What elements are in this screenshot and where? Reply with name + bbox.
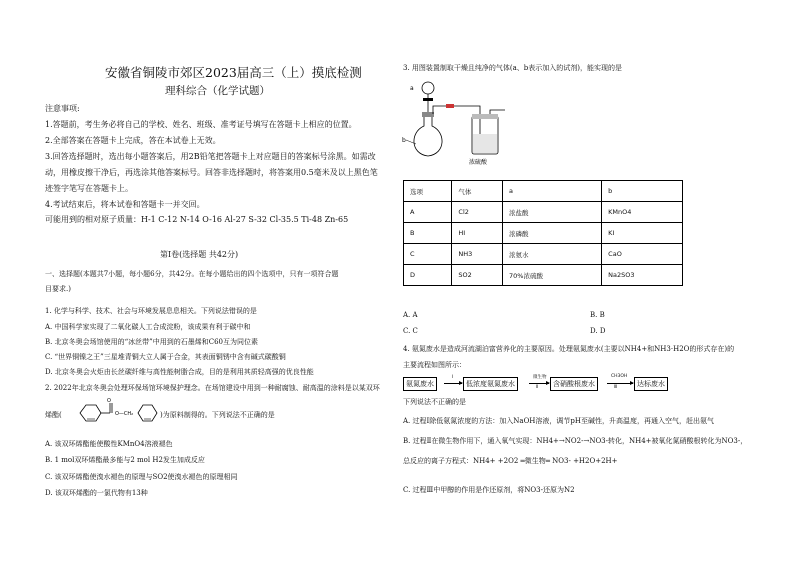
q1-option-a: A. 中国科学家实现了二氧化碳人工合成淀粉，该成果有利于碳中和 [45,323,251,331]
table-cell: CaO [602,244,683,265]
table-cell: KMnO4 [602,202,683,223]
q2-stem: 2. 2022年北京冬奥会处理环保场馆环境保护理念。在场馆建设中用到一种耐腐蚀、耐高温的涂料是以某双环 [45,384,380,392]
table-cell: SO2 [452,265,503,286]
flow-box-low-ammonia: 低浓度氨氮废水 [463,377,518,391]
bicyclic-ester-structure [70,397,160,429]
q1-option-d: D. 北京冬奥会火炬由长丝碳纤维与高性能树脂合成，目的是利用其质轻高强的优良性能 [45,368,314,376]
flow-arrow [607,383,633,384]
page-title: 安徽省铜陵市郊区2023届高三（上）摸底检测 [105,65,362,80]
table-cell: 浓磷酸 [503,223,602,244]
table-cell: HI [452,223,503,244]
flow-reagent-label: 微生物 [533,375,547,380]
flow-box-compliant-wastewater: 达标废水 [634,377,668,391]
flow-arrow [444,383,462,384]
notes-line: 1.答题前，考生务必将自己的学校、姓名、班级、准考证号填写在答题卡上相应的位置。 [45,120,357,129]
table-cell: A [404,202,452,223]
gas-apparatus-diagram [400,76,510,166]
reagent-a-label: a [410,85,414,92]
table-cell: Na2SO3 [602,265,683,286]
notes-line: 4.考试结束后，将本试卷和答题卡一并交回。 [45,200,205,209]
svg-text:O: O [107,398,111,404]
flow-box-nitrate-wastewater: 含硝酸根废水 [550,377,598,391]
q2-option-c: C. 该双环烯酯使溴水褪色的原理与SO2使溴水褪色的原理相同 [45,473,238,481]
svg-text:O—CH₂: O—CH₂ [115,411,134,417]
flow-arrow [529,383,549,384]
table-header-row [404,181,683,202]
section-intro: 目要求.) [45,285,71,293]
flow-step-label: Ⅲ [614,385,618,390]
table-cell: 浓盐酸 [503,202,602,223]
table-header: a [503,181,602,202]
notes-line: 动，用橡皮擦干净后，再选涂其他答案标号。回答非选择题时，将答案用0.5毫米及以上黑色笔 [45,168,378,177]
q2-cont-suffix: )为原料制得的。下列说法不正确的是 [160,411,275,419]
q4-option-a: A. 过程Ⅰ除低氨氮浓度的方法：加入NaOH溶液，调节pH至碱性，升高温度，再通入空气，赶出氨气 [403,417,714,425]
q2-option-d: D. 该双环烯酯的一氯代物有13种 [45,489,148,497]
q2-option-a: A. 该双环烯酯能使酸性KMnO4溶液褪色 [45,440,173,448]
flow-reagent-label: CH3OH [611,374,628,379]
notes-heading: 注意事项: [45,104,80,113]
page-subtitle: 理科综合（化学试题） [165,85,270,97]
q4-prompt: 下列说法不正确的是 [403,398,466,406]
q1-stem: 1. 化学与科学、技术、社会与环境发展息息相关。下列说法错误的是 [45,307,257,315]
section-intro: 一、选择题(本题共7小题，每小题6分，共42分。在每小题给出的四个选项中，只有一项符合题 [45,270,339,278]
q4-option-c: C. 过程Ⅲ中甲醇的作用是作还原剂，将NO3-还原为N2 [403,486,575,494]
notes-line: 迹签字笔写在答题卡上。 [45,184,133,193]
q4-equation: 总反应的离子方程式：NH4+ +2O2 ═微生物═ NO3- +H2O+2H+ [403,457,618,465]
reagent-b-label: b [402,137,406,144]
table-header: b [602,181,683,202]
table-row [404,223,683,244]
table-cell: 浓氨水 [503,244,602,265]
table-cell: 70%浓硫酸 [503,265,602,286]
q3-answer-c: C. C [403,327,418,335]
q3-stem: 3. 用图装置制取干燥且纯净的气体(a、b表示加入的试剂)，能实现的是 [403,64,623,72]
table-cell: B [404,223,452,244]
q4-stem-cont: 主要流程如图所示： [403,361,466,369]
table-cell: Cl2 [452,202,503,223]
q3-answer-a: A. A [403,311,418,319]
q2-option-b: B. 1 mol双环烯酯最多能与2 mol H2发生加成反应 [45,456,205,464]
table-header: 气体 [452,181,503,202]
table-row [404,202,683,223]
q3-answer-b: B. B [590,311,605,319]
table-cell: NH3 [452,244,503,265]
q1-option-b: B. 北京冬奥会场馆使用的“冰丝带”中用到的石墨烯和C60互为同位素 [45,338,259,346]
q3-answer-d: D. D [590,327,606,335]
flow-step-label: Ⅰ [452,375,454,380]
flow-box-ammonia-wastewater: 氨氮废水 [403,377,437,391]
atomic-mass-line: 可能用到的相对原子质量：H-1 C-12 N-14 O-16 Al-27 S-32 Cl-35.5 Ti-48 Zn-65 [45,215,349,224]
table-cell: D [404,265,452,286]
conc-sulfuric-label: 浓硫酸 [469,159,488,166]
q1-option-c: C. “世界铜镍之王”三星堆青铜大立人属于合金，其表面铜锈中含有碱式碳酸铜 [45,353,286,361]
notes-line: 3.回答选择题时，选出每小题答案后，用2B铅笔把答题卡上对应题目的答案标号涂黑。如需改 [45,152,376,161]
section-heading: 第Ⅰ卷(选择题 共42分) [160,250,239,259]
notes-line: 2.全部答案在答题卡上完成，答在本试卷上无效。 [45,136,221,145]
table-header: 选项 [404,181,452,202]
table-row [404,244,683,265]
flow-step-label: Ⅱ [536,385,539,390]
q4-stem: 4. 氨氮废水是造成河流湖泊富营养化的主要原因。处理氨氮废水(主要以NH4+和NH3·H2O的形式存在)的 [403,345,735,353]
q3-options-table [403,180,683,286]
q4-option-b: B. 过程Ⅱ在微生物作用下，通入氧气实现：NH4+→NO2-→NO3-转化，NH4+被氧化氮硝酸根转化为NO3-， [403,437,748,445]
q2-cont-prefix: 烯酯( [45,411,62,419]
table-row [404,265,683,286]
table-cell: C [404,244,452,265]
table-cell: KI [602,223,683,244]
